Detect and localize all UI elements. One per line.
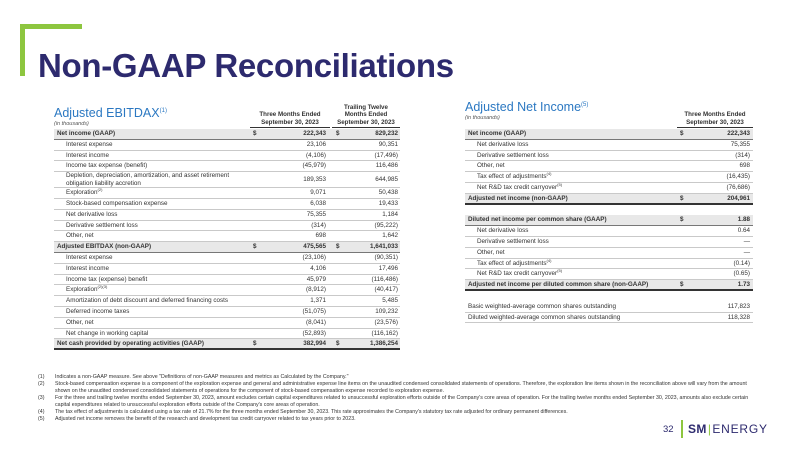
value-three-months: 222,343 [303,130,326,137]
net-income-row [465,302,753,313]
value-three-months: 1,371 [310,297,326,305]
net-income-row [465,259,753,270]
row-label-text: Net income (GAAP) [468,130,527,137]
net-income-header [465,96,753,129]
value-three-months: (8,912) [306,286,326,294]
ebitdax-title-block [54,104,167,128]
net-income-row [465,269,753,280]
row-label [66,307,129,318]
ebitdax-row [54,339,400,350]
value-three-months: 204,961 [727,194,750,202]
ebitdax-col1-header [250,111,330,128]
ebitdax-row [54,329,400,340]
row-label-text: Net change in working capital [66,329,149,337]
row-label [477,226,528,237]
row-label-text: Derivative settlement loss [477,237,549,245]
value-three-months: (51,075) [302,307,326,315]
logo-part2: ENERGY [712,422,768,436]
footnote-marker: (2)(3) [97,284,108,290]
row-label-text: Income tax expense (benefit) [66,162,148,170]
ebitdax-row [54,285,400,296]
row-label-text: Derivative settlement loss [66,221,138,229]
footnote-text: Indicates a non-GAAP measure. See above "Definitions of non-GAAP measures and metrics as Calculated by the Company." [55,374,349,380]
value-three-months: (8,041) [306,318,326,326]
value-three-months: 9,071 [310,189,326,197]
row-label-text: Other, net [66,232,94,240]
value-three-months: (45,979) [302,162,326,170]
row-label [57,129,115,140]
value-trailing-twelve: (17,496) [374,151,398,159]
value-three-months: 117,823 [727,302,750,310]
value-three-months: — [743,237,750,245]
value-trailing-twelve: 1,641,033 [369,243,398,251]
ebitdax-row [54,199,400,210]
row-label [57,242,151,253]
row-label [66,199,168,210]
value-trailing-twelve: 17,496 [378,264,398,272]
ebitdax-row [54,188,400,199]
row-label [66,253,113,264]
net-income-title-block [465,98,588,122]
net-income-row [465,183,753,194]
net-income-row [465,129,753,140]
currency-symbol: $ [680,281,684,289]
value-three-months: 475,565 [303,243,326,251]
row-label [66,140,113,151]
value-three-months: 118,328 [727,313,750,321]
row-label [477,151,549,162]
row-label [66,210,117,221]
row-label [477,172,551,183]
value-trailing-twelve: 1,642 [382,232,398,240]
value-three-months: (23,106) [302,253,326,261]
footnote-text: The tax effect of adjustments is calculated using a tax rate of 21.7% for the three months ended September 30, 2023. This rate approximates the Company's statutory tax rate adjusted for ordinary permanent differences. [55,409,568,415]
ebitdax-col2-line3: September 30, 2023 [337,118,395,126]
accent-bar-horizontal [20,24,82,29]
ebitdax-row [54,307,400,318]
value-trailing-twelve: 50,438 [378,189,398,197]
row-label [477,259,551,270]
currency-symbol: $ [680,216,684,224]
footnote-number: (4) [38,409,45,415]
row-label-text: Interest expense [66,253,113,261]
net-income-row [465,151,753,162]
value-three-months: (0.14) [733,259,750,267]
net-income-col-header [677,111,753,128]
footnote [38,381,758,395]
row-label-text: Net R&D tax credit carryover [477,183,558,191]
row-label [66,285,107,296]
row-label [468,280,648,291]
accent-bar-vertical [20,24,25,76]
footnote [38,374,758,381]
value-trailing-twelve: 90,351 [378,140,398,148]
footnote-number: (5) [38,416,45,422]
value-three-months: 0.64 [737,227,750,235]
value-three-months: (314) [735,151,750,159]
footnote-marker: (2) [97,187,103,193]
footnote-marker: (5) [557,268,563,274]
ebitdax-col2-header [332,104,400,129]
row-label [57,339,204,350]
net-income-title [465,98,588,114]
net-income-row [465,172,753,183]
logo-divider [681,420,683,438]
row-label-text: Interest income [66,264,110,272]
ebitdax-title-text: Adjusted EBITDAX [54,106,160,121]
row-label [477,269,562,280]
page-number: 32 [663,424,674,435]
ebitdax-row [54,151,400,162]
footnote-text: Adjusted net income removes the benefit of the research and development tax credit carryover related to tax years prior to 2023. [55,416,356,422]
net-income-rows [465,129,753,323]
footnote-marker: (4) [546,257,552,263]
value-trailing-twelve: 1,386,254 [369,340,398,348]
row-spacer [465,291,753,302]
net-income-col-line2: September 30, 2023 [686,118,744,126]
row-label-text: Deferred income taxes [66,307,130,315]
row-label-text: Interest income [66,151,110,159]
value-three-months: (76,686) [726,183,750,191]
ebitdax-row [54,242,400,253]
row-label-text: Basic weighted-average common shares outstanding [468,302,617,310]
ebitdax-title-sup: (1) [159,108,167,114]
value-three-months: 45,979 [306,275,326,283]
row-label-text: Amortization of debt discount and deferred financing costs [66,297,229,305]
value-trailing-twelve: 5,485 [382,297,398,305]
value-three-months: 75,355 [730,140,750,148]
row-label [66,264,109,275]
value-three-months: (314) [311,221,326,229]
value-three-months: (4,106) [306,151,326,159]
footnote-text: For the three and trailing twelve months ended September 30, 2023, amount excludes certain capital expenditures related to unsuccessful exploration efforts outside of the Company's core areas of operation. For the trailing twelve months ended September 30, 2023, amounts also exclude certain capital expenditures related to unsuccessful exploration efforts outside of the Company's core areas of operation. [55,395,749,408]
row-label [477,183,562,194]
ebitdax-row [54,129,400,140]
value-three-months: 6,038 [310,199,326,207]
value-trailing-twelve: (23,576) [374,318,398,326]
value-trailing-twelve: (116,162) [371,329,398,337]
row-label [477,140,528,151]
currency-symbol: $ [336,243,340,251]
ebitdax-title [54,104,167,120]
row-label-text: Net R&D tax credit carryover [477,270,558,278]
row-label [66,172,251,187]
net-income-title-text: Adjusted Net Income [465,100,582,115]
ebitdax-col1-line2: September 30, 2023 [261,118,319,126]
logo-separator: | [707,422,712,436]
value-three-months: 222,343 [727,130,750,137]
footnote [38,395,758,409]
value-three-months: (52,893) [302,329,326,337]
ebitdax-row [54,296,400,307]
row-label [468,194,568,205]
row-label [468,302,616,313]
footnote-text: Stock-based compensation expense is a component of the exploration expense and general and administrative expense line items on the unaudited condensed consolidated statements of operations. Therefore, the exploration line items shown in the reconciliation above will vary from the amount shown on the unaudited condensed consolidated statements of operations for the component of stock-based compensation expense recorded to exploration expense. [55,381,747,394]
ebitdax-row [54,140,400,151]
value-three-months: 189,353 [303,176,326,184]
footnote-marker: (5) [557,181,563,187]
row-label-text: Tax effect of adjustments [477,259,547,267]
ebitdax-subtitle: (in thousands) [54,121,89,128]
ebitdax-row [54,210,400,221]
row-label-text: Net derivative loss [477,140,529,148]
ebitdax-row [54,161,400,172]
net-income-col-line1: Three Months Ended [684,111,746,118]
value-three-months: — [743,248,750,256]
value-trailing-twelve: (40,417) [374,286,398,294]
row-label [66,329,148,340]
net-income-subtitle: (in thousands) [465,115,500,122]
value-trailing-twelve: 829,232 [375,130,398,137]
value-three-months: 23,106 [306,140,326,148]
value-three-months: 1.88 [737,216,750,224]
value-three-months: 382,994 [303,340,326,348]
net-income-row [465,140,753,151]
row-label-text: Net cash provided by operating activities (GAAP) [57,340,204,348]
row-label-text: Exploration [66,189,98,197]
footnote [38,416,758,423]
footnotes [38,374,758,423]
net-income-row [465,226,753,237]
row-label-text: Tax effect of adjustments [477,173,547,181]
row-label [66,161,147,172]
row-label [66,151,109,162]
currency-symbol: $ [253,340,257,348]
row-label [66,188,102,199]
value-trailing-twelve: (95,222) [374,221,398,229]
value-three-months: (0.65) [733,270,750,278]
ebitdax-row [54,264,400,275]
row-label-text: Other, net [66,318,94,326]
row-label-text: Diluted weighted-average common shares outstanding [468,313,621,321]
ebitdax-row [54,231,400,242]
ebitdax-col1-line1: Three Months Ended [259,111,321,118]
ebitdax-row [54,221,400,232]
row-label-text: Exploration [66,286,98,294]
ebitdax-header [54,96,400,129]
row-label-text: Other, net [477,162,505,170]
row-label [66,231,94,242]
currency-symbol: $ [253,130,257,137]
value-trailing-twelve: 19,433 [378,199,398,207]
value-three-months: (16,435) [726,173,750,181]
value-three-months: 698 [739,162,750,170]
footnote-number: (3) [38,395,45,401]
ebitdax-col2-line2: Months Ended [344,111,388,118]
value-trailing-twelve: 644,985 [375,176,398,184]
row-label-text: Interest expense [66,140,113,148]
row-label-text: Depletion, depreciation, amortization, and asset retirement obligation liability accretion [66,172,230,187]
page-title: Non-GAAP Reconciliations [38,47,454,84]
value-three-months: 4,106 [310,264,326,272]
row-label [66,296,228,307]
net-income-row [465,215,753,226]
value-trailing-twelve: 116,486 [375,162,398,170]
ebitdax-row [54,253,400,264]
ebitdax-rows [54,129,400,350]
net-income-title-sup: (5) [581,102,589,108]
currency-symbol: $ [253,243,257,251]
row-label [477,237,549,248]
value-trailing-twelve: (90,351) [374,253,398,261]
net-income-row [465,237,753,248]
row-label-text: Adjusted net income (non-GAAP) [468,194,568,202]
row-label [66,318,94,329]
row-label [468,313,620,324]
row-label-text: Diluted net income per common share (GAAP) [468,216,607,224]
net-income-row [465,248,753,259]
footnote-marker: (4) [546,171,552,177]
row-label-text: Other, net [477,248,505,256]
net-income-row [465,280,753,291]
currency-symbol: $ [336,340,340,348]
footnote [38,409,758,416]
value-three-months: 75,355 [306,210,326,218]
logo-part1: SM [688,422,707,436]
footnote-number: (1) [38,374,45,380]
company-logo [688,422,768,436]
net-income-row [465,313,753,324]
ebitdax-col2-line1: Trailing Twelve [344,103,388,111]
net-income-row [465,194,753,205]
footnote-number: (2) [38,381,45,387]
value-three-months: 1.73 [737,281,750,289]
value-three-months: 698 [315,232,326,240]
row-label [66,221,138,232]
row-label [477,161,505,172]
value-trailing-twelve: 1,184 [382,210,398,218]
value-trailing-twelve: (116,486) [371,275,398,283]
row-label-text: Net derivative loss [66,210,118,218]
row-label-text: Income tax (expense) benefit [66,275,148,283]
row-label-text: Adjusted net income per diluted common share (non-GAAP) [468,281,649,289]
adjusted-net-income-table [465,96,753,323]
row-label-text: Stock-based compensation expense [66,199,168,207]
adjusted-ebitdax-table [54,96,400,350]
currency-symbol: $ [336,130,340,137]
row-label-text: Net income (GAAP) [57,130,116,137]
row-label [468,215,607,226]
row-label-text: Derivative settlement loss [477,151,549,159]
currency-symbol: $ [680,130,684,137]
row-label [468,129,526,140]
ebitdax-row [54,172,400,188]
currency-symbol: $ [680,194,684,202]
ebitdax-row [54,318,400,329]
row-spacer [465,205,753,216]
row-label [477,248,505,259]
value-trailing-twelve: 109,232 [375,307,398,315]
row-label-text: Adjusted EBITDAX (non-GAAP) [57,243,152,251]
row-label-text: Net derivative loss [477,227,529,235]
net-income-row [465,161,753,172]
